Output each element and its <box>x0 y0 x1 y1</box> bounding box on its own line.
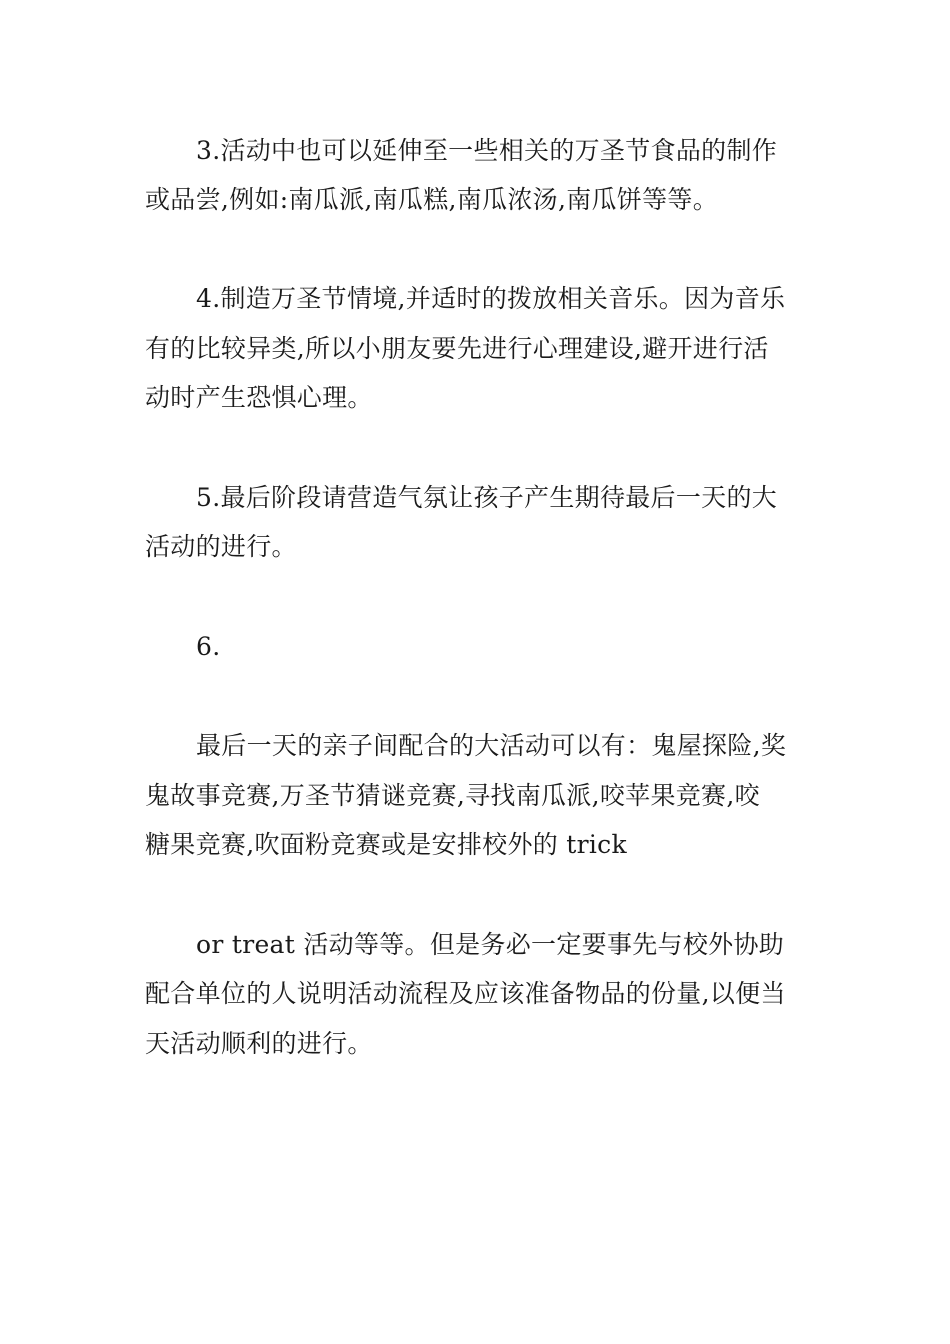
paragraph-line: 5.最后阶段请营造气氛让孩子产生期待最后一天的大 <box>196 483 778 512</box>
paragraph-line: 4.制造万圣节情境,并适时的拨放相关音乐。因为音乐 <box>196 284 786 313</box>
paragraph-line: 6. <box>196 632 221 661</box>
paragraph-line: 3.活动中也可以延伸至一些相关的万圣节食品的制作 <box>196 136 778 165</box>
paragraph-line: 天活动顺利的进行。 <box>145 1029 373 1058</box>
paragraph-line: 有的比较异类,所以小朋友要先进行心理建设,避开进行活 <box>145 334 769 363</box>
paragraph-line: or treat 活动等等。但是务必一定要事先与校外协助 <box>196 930 785 959</box>
paragraph-line: 配合单位的人说明活动流程及应该准备物品的份量,以便当 <box>145 979 786 1008</box>
paragraph-line: 最后一天的亲子间配合的大活动可以有：鬼屋探险,奖 <box>196 731 787 760</box>
paragraph-line: 糖果竞赛,吹面粉竞赛或是安排校外的 trick <box>145 830 627 859</box>
paragraph-line: 活动的进行。 <box>145 532 297 561</box>
paragraph-line: 或品尝,例如:南瓜派,南瓜糕,南瓜浓汤,南瓜饼等等。 <box>145 185 719 214</box>
paragraph-line: 鬼故事竞赛,万圣节猜谜竞赛,寻找南瓜派,咬苹果竞赛,咬 <box>145 781 760 810</box>
paragraph-line: 动时产生恐惧心理。 <box>145 383 373 412</box>
